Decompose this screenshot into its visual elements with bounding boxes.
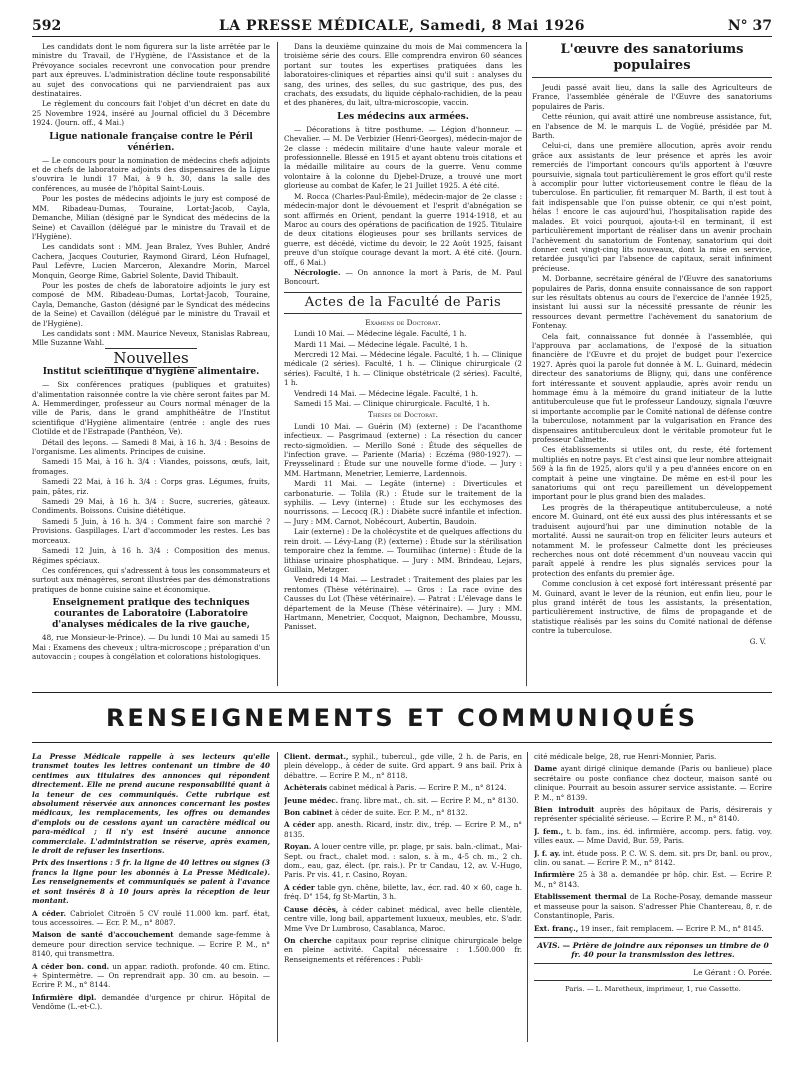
classified-ad [534,924,772,933]
classified-ad [534,764,772,802]
paragraph: Les candidats dont le nom figurera sur la liste arrêtée par le ministre du Travail, de l'Hygiène, de l'Assistance et de la Prévoyance sociales recevront une convocation pour prendre part aux épreuves. L'administration décline toute responsabilité au sujet des convocations qui ne parviendraient pas aux destinataires. [32,42,270,99]
column-left [32,42,270,686]
ads-list [32,909,270,1012]
classified-ad [32,962,270,990]
ad-heading: Infirmière [534,870,575,880]
ad-text: franç. libre mat., ch. sit. — Ecrire P. M., n° 8130. [340,795,519,805]
exam-line: Mardi 11 Mai. — Médecine légale. Faculté, 1 h. [294,339,468,349]
ad-text: t. b. fam., ins. éd. infirmière, accomp. pers. fatig. voy. villes eaux. — Mme David, Bur. 59, Paris. [534,826,772,846]
ads-column-middle [284,752,522,1042]
paragraph: Celui-ci, dans une première allocution, après avoir rendu grâce aux assistants de leur présence et après les avoir remerciés de l'important concours qu'ils apportent à l'œuvre poursuivie, signala tout particulièrement le gros effort qu'il reste à accomplir pour lutter victorieusement contre le fléau de la tuberculose. En particulier, fit remarquer M. Barth, il est tout à fait indispensable que l'on puisse obtenir, ce qui n'est point, hélas ! encore le cas aujourd'hui, l'hospitalisation rapide des malades. Et voici pourquoi, ajouta-t-il en terminant, il est particulièrement important de réaliser dans un avenir prochain l'achèvement du sanatorium de Fontenay, sanatorium qui doit donner cent vingt-cinq lits nouveaux, dont la mise en service, retardée jusqu'ici par l'absence de capitaux, serait infiniment précieuse. [532,141,772,273]
classified-ad [284,796,522,805]
ad-heading: Client. dermat., [284,752,349,761]
paragraph: — Le concours pour la nomination de médecins chefs adjoints et de chefs de laboratoire adjoints des dispensaires de la Ligue s'ouvrira le lundi 17 Mai, à 9 h. 30, dans la salle des conférences, au musée de l'hôpital Saint-Louis. [32,155,270,193]
sub-heading: Thèses de Doctorat. [368,410,438,420]
ad-heading: J. fem., [534,826,564,836]
paragraph: Les progrès de la thérapeutique antituberculeuse, a noté encore M. Guinard, ont été eux aussi des plus intéressants et se traduisent aujourd'hui par une diminution notable de la mortalité. Aussi ne saurait-on trop en féliciter leurs auteurs et notamment M. le professeur Calmette dont les précieuses recherches nous ont doté récemment d'un nouveau vaccin qui paraît appelé à rendre les plus signalés services pour la protection des enfants du premier âge. [532,502,772,578]
paragraph: Ces conférences, qui s'adressent à tous les consommateurs et surtout aux ménagères, seront illustrées par des démonstrations pratiques de bonne cuisine saine et économique. [32,565,270,594]
price-notice: Prix des insertions : 5 fr. la ligne de 40 lettres ou signes (3 francs la ligne pour les abonnés à La Presse Médicale). Les renseignements et communiqués se paient à l'avance et sont insérés 8 à 10 jours après la réception de leur montant. [32,858,270,906]
classified-ad [534,827,772,846]
paragraph: Détail des leçons. — Samedi 8 Mai, à 16 h. 3/4 : Besoins de l'organisme. Les aliments. Principes de cuisine. [32,437,270,457]
ad-text: 25 à 38 a. demandée pr hôp. chir. Est. — Ecrire P. M., n° 8143. [534,870,772,889]
paragraph: Le règlement du concours fait l'objet d'un décret en date du 25 Novembre 1924, inséré au Journal officiel du 3 Décembre 1924. (Journ. off., 4 Mai.) [32,99,270,128]
column-divider [527,752,528,1042]
sub-heading: Examens de Doctorat. [365,317,441,327]
column-divider [277,42,278,686]
exam-line: Vendredi 14 Mai. — Médecine légale. Faculté, 1 h. [294,388,479,398]
section-heading: Ligue nationale française contre le Péril vénérien. [49,131,253,153]
ads-column-right [534,752,772,1042]
inline-heading: Nécrologie. [294,267,341,277]
ad-text: un appar. radioth. profonde. 40 cm. Etinc. + Spintermètre. — On reprendrait app. 30 cm. au besoin. — Ecrire P. M., n° 8144. [32,961,270,990]
classified-ad [32,993,270,1012]
thesis-line: Vendredi 14 Mai. — Lestradet : Traitement des plaies par les rentomes (Thèse vétérinaire). — Gros : La race ovine des Causses du Lot (Thèse vétérinaire). — Patrat : L'élevage dans le département de la Meuse (Thèse vétérinaire). — Jury : MM. Hartmann, Menetrier, Cocquot, Maignon, Dechambre, Moussu, Panisset. [284,575,522,632]
column-right [532,42,772,686]
paragraph: Cette réunion, qui avait attiré une nombreuse assistance, fut, en l'absence de M. le marquis L. de Vogüé, présidée par M. Barth. [532,112,772,141]
ad-text: int. étude poss. P. C. W. S. dem. sit. prs Dr, banl. ou prov., clin. ou sanat. — Ecrire P. M., n° 8142. [534,848,772,868]
paragraph: Pour les postes de médecins adjoints le jury est composé de MM. Ribadeau-Dumas, Touraine, Lortat-Jacob, Cayla, Demanche, Milian (désigné par le Syndicat des médecins de la Seine) et Cavaillon (délégué par le ministre du Travail et de l'Hygiène). [32,194,270,241]
ad-heading: Ext. franç., [534,923,579,933]
classified-ad [534,849,772,868]
avis-notice: AVIS. — Prière de joindre aux réponses un timbre de 0 fr. 40 pour la transmission des lettres. [534,937,772,964]
exam-line: Lundi 10 Mai. — Médecine légale. Faculté, 1 h. [294,329,467,339]
paragraph: — Décorations à titre posthume. — Légion d'honneur. — Chevalier. — M. De Verbizier (Henri-Georges), médecin-major de 2e classe : médecin militaire d'une haute valeur morale et professionnelle. Blessé en 1915 et ayant obtenu trois citations et la médaille militaire au cours de la guerre. Venu comme volontaire à la colonne du Djebel-Druze, a trouvé une mort glorieuse au combat de Kafer, le 21 Juillet 1925. A été cité. [284,124,522,191]
column-divider [526,42,527,686]
classified-ad [284,842,522,880]
classified-ad [534,892,772,920]
renseignements-banner: RENSEIGNEMENTS ET COMMUNIQUÉS [105,704,699,732]
classified-ad [284,883,522,902]
nouvelles-title: Nouvelles [105,348,196,368]
paragraph: 48, rue Monsieur-le-Prince). — Du lundi 10 Mai au samedi 15 Mai : Examens des cheveux ; ultra-microscope ; préparation d'un autovaccin ; coupes à congélation et colorations histologiques. [32,633,270,661]
thesis-line: Mardi 11 Mai. — Legâte (interne) : Diverticules et carbonaturie. — Tolila (R.) : Étude sur le traitement de la syphilis. — Levy (interne) : Étude sur les ecchymoses des nourrissons. — Lecocq (R.) : Diabète sucré infantile et infection. — Jury : MM. Carnot, Nobécourt, Aubertin, Baudoin. [284,479,522,526]
paragraph: M. Rocca (Charles-Paul-Émile), médecin-major de 2e classe : médecin-major dont le dévouement et l'esprit d'abnégation se sont affirmés en Orient, pendant la guerre 1914-1918, et au Maroc au cours des opérations de pacification de 1925. Titulaire de deux citations élogieuses pour ses brillants services de guerre, est décédé, victime du devoir, le 22 Août 1925, faisant preuve d'un stoïque courage devant la mort. A été cité. (Journ. off., 6 Mai.) [284,191,522,267]
ad-heading: A céder [284,820,316,830]
classified-ad [32,930,270,958]
section-heading: Les médecins aux armées. [337,111,469,122]
ads-column-left [32,752,270,1042]
ad-text: auprès des hôpitaux de Paris, désirerais y représenter spécialité sérieuse. — Ecrire P. M., n° 8140. [534,805,772,824]
classified-ad [284,783,522,792]
signature: G. V. [749,636,766,646]
ad-heading: On cherche [284,935,332,945]
thesis-line: Lundi 10 Mai. — Guérin (M) (externe) : De l'acanthome infectieux. — Pasgrimaud (externe) : La résection du cancer recto-sigmoïdien. — Merillo Soné : Étude des séquelles de l'infection grave. — Pariente (Maria) : Eczéma (980-1927). — Freysselinard : Étude sur une nouvelle forme d'iode. — Jury : MM. Hartmann, Menetrier, Lemierre, Lardennois. [284,421,522,478]
paragraph: Samedi 5 Juin, à 16 h. 3/4 : Comment faire son marché ? Provisions. Gaspillages. L'art d'accommoder les restes. Les bas morceaux. [32,516,270,545]
printer-line: Paris. — L. Maretheux, imprimeur, 1, rue Cassette. [565,985,741,994]
actes-heading: Actes de la Faculté de Paris [284,292,522,314]
ad-text: demande sage-femme à demeure pour direction service technique. — Ecrire P. M., n° 8140, qui transmettra. [32,930,270,959]
exam-line: Mercredi 12 Mai. — Médecine légale. Faculté, 1 h. — Clinique médicale (2 séries). Faculté, 1 h. — Clinique chirurgicale (2 séries). Faculté, 1 h. — Clinique obstétricale (2 séries). Faculté, 1 h. [284,349,522,388]
ads-list [534,752,772,933]
section-heading: Institut scientifique d'hygiène alimentaire. [42,367,260,378]
ad-heading: Cause décès, [284,904,339,914]
section-rule [32,742,772,743]
column-divider [277,752,278,1042]
paragraph: Comme conclusion à cet exposé fort intéressant présenté par M. Guinard, avant le lever de la réunion, eut enfin lieu, pour le plus grand intérêt de tous les assistants, la présentation, particulièrement instructive, de films de propagande et de statistique réalisés par les soins du Comité national de défense contre la tuberculose. [532,579,772,636]
classified-ad [284,752,522,780]
classified-ad [534,805,772,824]
ads-list [284,752,522,964]
classified-ad [534,870,772,889]
paragraph-text: — On annonce la mort à Paris, de M. Paul Boncourt. [284,267,522,287]
classified-ad [534,752,772,761]
exam-line: Samedi 15 Mai. — Clinique chirurgicale. Faculté, 1 h. [294,399,490,408]
classified-ad [284,808,522,817]
ad-heading: Bien introduit [534,805,595,815]
ad-text: capitaux pour reprise clinique chirurgicale belge en pleine activité. Capital nécessaire : 1.500.000 fr. Renseignements et références : Publi- [284,935,522,964]
section-heading: Enseignement pratique des techniques courantes de Laboratoire (Laboratoire d'analyses médicales de la rive gauche, [52,598,250,631]
classified-ad [284,936,522,964]
paragraph: Ces établissements si utiles ont, du reste, été fortement multipliés en notre pays. Et c'est ainsi que leur nombre atteignait 569 à la fin de 1925, alors qu'il y a peu d'années encore on en comptait à peine une vingtaine. De même en est-il pour les sanatoriums qui ont reçu pareillement un développement important pour le plus grand bien des malades. [532,445,772,502]
ad-text: app. anesth. Ricard, instr. div., trép. — Ecrire P. M., n° 8135. [284,820,522,839]
article-title: L'œuvre des sanatoriums populaires [532,42,772,78]
paragraph: Samedi 12 Juin, à 16 h. 3/4 : Composition des menus. Régimes spéciaux. [32,546,270,565]
ad-text: demandée d'urgence pr chirur. Hôpital de Vendôme (L.-et-C.). [32,992,270,1012]
paragraph: Les candidats sont : MM. Maurice Neveux, Stanislas Rabreau, Mlle Suzanne Wahl. [32,328,270,348]
nouvelles-heading [32,348,270,367]
ad-heading: A céder [284,882,315,892]
classified-ad [284,905,522,933]
ad-heading: Royan. [284,842,312,852]
paragraph: Pour les postes de chefs de laboratoire adjoints le jury est composé de MM. Ribadeau-Dumas, Lortat-Jacob, Touraine, Cayla, Demanche, Gaston (désigné par le Syndicat des médecins de la Seine) et Cavaillon (délégué par le ministre du Travail et de l'Hygiène). [32,280,270,328]
ad-heading: Maison de santé d'accouchement [32,930,174,940]
ad-text: à céder cabinet médical, avec belle clientèle, centre ville, long bail, appartement luxueux, meubles, etc. S'adr. Mme Vve Dr Lumbroso, Casablanca, Maroc. [284,904,522,933]
paragraph: Samedi 22 Mai, à 16 h. 3/4 : Corps gras. Légumes, fruits, pain, pâtes, riz. [32,477,270,496]
section-rule [32,692,772,693]
ad-text: A louer centre ville, pr. plage, pr sais. baln.-climat., Mai-Sept. ou fract., chalet mod. : salon, s. à m., 4-5 ch. m., 2 ch. dom., eau, gaz, élect. (pr. rais.). Pr tr Candau, 12, av. V.-Hugo, Paris. Pr vis. 41, r. Casino, Royan. [284,842,522,880]
ad-text: cité médicale belge, 28, rue Henri-Monnier, Paris. [534,752,717,761]
intro-notice: La Presse Médicale rappelle à ses lecteurs qu'elle transmet toutes les lettres contenant un timbre de 40 centimes aux titulaires des annonces qui répondent directement. Elle ne prend aucune responsabilité quant à la teneur de ces communiqués. Cette rubrique est absolument réservée aux annonces concernant les postes médicaux, les remplacements, les offres ou demandes d'emplois ou de cessions ayant un caractère médical ou para-médical ; il n'y est inséré aucune annonce commerciale. L'administration se réserve, après examen, le droit de refuser les insertions. [32,752,270,856]
ad-heading: Bon cabinet [284,808,333,818]
ad-heading: Jeune médec. [284,795,339,805]
ad-text: cabinet médical à Paris. — Ecrire P. M., n° 8124. [329,783,507,793]
ad-heading: Infirmière dipl. [32,992,97,1002]
ad-heading: A céder. [32,908,67,918]
gerant-line: Le Gérant : O. Porée. [534,968,772,981]
ad-text: de La Roche-Posay, demande masseur et masseuse pour la saison. S'adresser Phie Chantereau, 8, r. de Constantinople, Paris. [534,892,772,921]
ad-text: 19 inser., fait remplacem. — Ecrire P. M., n° 8145. [580,923,764,933]
paragraph: — Six conférences pratiques (publiques et gratuites) d'alimentation raisonnée contre la vie chère seront faites par M. A. Hemmerdinger, professeur au Cours normal ménager de la ville de Paris, dans le grand amphithéâtre de l'Institut scientifique d'Hygiène alimentaire (entrée : angle des rues Clotilde et de l'Estrapade (Panthéon, Ve). [32,380,270,437]
ad-heading: Etablissement thermal [534,892,627,902]
paragraph: Les candidats sont : MM. Jean Bralez, Yves Buhler, André Cachera, Jacques Couturier, Raymond Girard, Léon Hufnagel, Paul Lefèvre, Lucien Marceron, Alexandre Morin, Marcel Monquin, George Rime, Gabriel Solente, David Thibault. [32,242,270,280]
paragraph [284,268,522,287]
column-middle [284,42,522,686]
ad-text: table gyn. chêne, bilette, lav., écr. rad. 40 × 60, cage h. fréq. D" 154, fg St-Martin, 3 h. [284,882,522,902]
ad-text: ayant dirigé clinique demande (Paris ou banlieue) place secrétaire ou poste confiance chez docteur, maison santé ou clinique. Pourrait au besoin assurer service assistante. — Ecrire P. M., n° 8139. [534,764,772,802]
paragraph: Samedi 15 Mai, à 16 h. 3/4 : Viandes, poissons, œufs, lait, fromages. [32,457,270,476]
issue-number: N° 37 [727,18,772,34]
journal-title: LA PRESSE MÉDICALE, Samedi, 8 Mai 1926 [218,18,586,34]
thesis-line: Lair (externe) : De la cholécystite et de quelques affections du rein droit. — Lévy-Lang (P.) (externe) : Étude sur la stérilisation temporaire chez la femme. — Tourniihac (interne) : Étude de la lithiase urinaire phosphatique. — Jury : MM. Brindeau, Lejars, Guillain, Metzger. [284,527,522,574]
ad-heading: A céder bon. cond. [32,961,110,971]
ad-text: syphil., tubercul., gde ville, 2 h. de Paris, en plein développ., à céder de suite. Grd appart. 9 ans bail. Prix à débattre. — Ecrire P. M., n° 8118. [284,752,522,780]
paragraph: M. Dorbanne, secrétaire général de l'Œuvre des sanatoriums populaires de Paris, donna ensuite connaissance de son rapport sur les résultats obtenus au cours de l'exercice de l'année 1925, insistant lui aussi sur la nécessité pressante de réunir les ressources devant permettre l'achèvement du sanatorium de Fontenay. [532,274,772,331]
paragraph: Jeudi passé avait lieu, dans la salle des Agriculteurs de France, l'assemblée générale de l'Œuvre des sanatoriums populaires de Paris. [532,83,772,111]
classified-ad [32,909,270,928]
running-header [32,18,772,37]
ad-heading: Dame [534,764,558,774]
paragraph: Samedi 29 Mai, à 16 h. 3/4 : Sucre, sucreries, gâteaux. Condiments. Boissons. Cuisine diététique. [32,497,270,516]
ad-text: Cabriolet Citroën 5 CV roulé 11.000 km. parf. état, tous accessoires. — Ecr. P. M., n° 8087. [32,908,270,927]
classified-ad [284,820,522,839]
paragraph: Cela fait, connaissance fut donnée à l'assemblée, qui l'approuva par acclamations, de l'exposé de la situation financière de l'Œuvre et du projet de budget pour l'exercice 1927. Après quoi la parole fut donnée à M. L. Guinard, médecin directeur des sanatoriums de Bligny, qui, dans une conférence fort intéressante et souvent applaudie, après avoir rendu un hommage ému à la mémoire du grand initiateur de la lutte antituberculeuse que fut le professeur Landouzy, signala l'œuvre si importante accomplie par le Comité national de défense contre la tuberculose, notamment par la vulgarisation en France des dispensaires antituberculeux dont le véritable promoteur fut le professeur Calmette. [532,331,772,445]
ad-text: à céder de suite. Ecr. P. M., n° 8132. [334,808,468,818]
paragraph: Dans la deuxième quinzaine du mois de Mai commencera la troisième série des cours. Elle comprendra environ 60 séances portant sur toutes les expertises pratiquées dans les laboratoires-cliniques et réparties ainsi qu'il suit : analyses du sang, des urines, des selles, du suc gastrique, des pus, des crachats, des exsudats, du liquide céphalo-rachidien, de la peau et des phanères, du lait, ultra-microscopie, vaccin. [284,42,522,108]
page-number: 592 [32,18,62,34]
ad-heading: J. f. ay. [534,848,561,858]
ad-heading: Achèterais [284,783,327,793]
